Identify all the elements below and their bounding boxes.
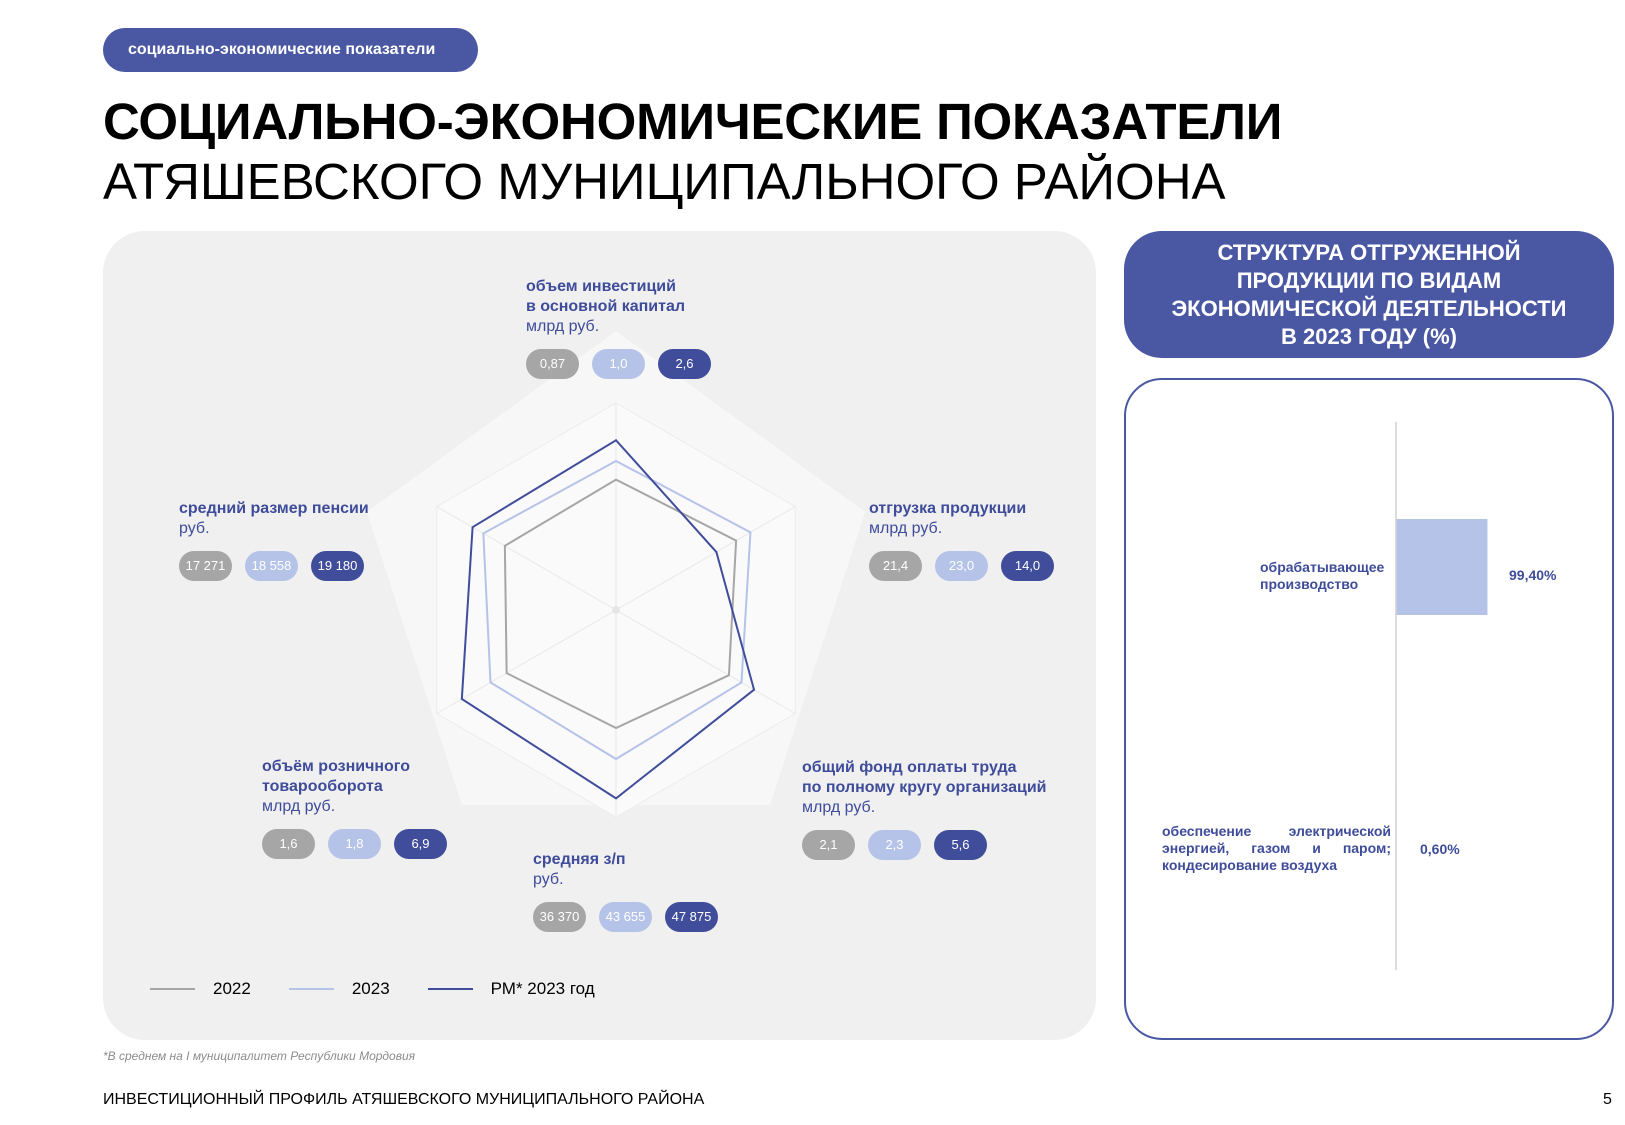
value-pill-2022: 2,1 (802, 830, 855, 860)
axis-unit: млрд руб. (526, 318, 600, 335)
legend-swatch (428, 988, 473, 990)
section-tag: социально-экономические показатели (103, 28, 478, 72)
axis-label: средняя з/п (533, 851, 626, 868)
axis-block-average-salary (533, 850, 718, 932)
value-pill-2022: 0,87 (526, 349, 579, 379)
structure-chart-box (1124, 378, 1614, 1040)
legend-swatch (150, 988, 195, 990)
value-pill-2023: 2,3 (868, 830, 921, 860)
value-pill-2023: 18 558 (245, 551, 298, 581)
page-number: 5 (1603, 1091, 1612, 1108)
bar-category-label: обеспечение электрической энергией, газом и паром; кондесирование воздуха (1162, 823, 1391, 873)
value-pill-2022: 17 271 (179, 551, 232, 581)
legend-item-2022 (150, 979, 251, 999)
axis-unit: млрд руб. (802, 799, 876, 816)
value-pill-rm: 6,9 (394, 829, 447, 859)
legend-label: 2022 (213, 979, 251, 998)
axis-block-investments (526, 277, 711, 379)
value-pill-2022: 36 370 (533, 902, 586, 932)
axis-block-retail (262, 757, 447, 859)
value-pill-2022: 21,4 (869, 551, 922, 581)
axis-unit: млрд руб. (262, 798, 336, 815)
value-pill-2023: 43 655 (599, 902, 652, 932)
axis-unit: руб. (533, 871, 564, 888)
value-pill-2023: 1,8 (328, 829, 381, 859)
axis-label: общий фонд оплаты труда по полному кругу организаций (802, 759, 1047, 796)
footer-text: ИНВЕСТИЦИОННЫЙ ПРОФИЛЬ АТЯШЕВСКОГО МУНИЦИПАЛЬНОГО РАЙОНА (103, 1091, 705, 1108)
legend-item-rm (428, 979, 595, 999)
page-subtitle: АТЯШЕВСКОГО МУНИЦИПАЛЬНОГО РАЙОНА (103, 153, 1226, 210)
legend-swatch (289, 988, 334, 990)
axis-unit: руб. (179, 520, 210, 537)
axis-label: объём розничного товарооборота (262, 758, 411, 795)
value-pill-rm: 47 875 (665, 902, 718, 932)
radar-center (612, 606, 620, 614)
bar-value-label: 99,40% (1509, 567, 1557, 583)
value-pill-2023: 1,0 (592, 349, 645, 379)
value-pill-rm: 19 180 (311, 551, 364, 581)
axis-label: объем инвестиций в основной капитал (526, 278, 686, 315)
legend-label: РМ* 2023 год (490, 979, 595, 998)
legend-item-2023 (289, 979, 390, 999)
axis-label: отгрузка продукции (869, 500, 1027, 517)
legend-label: 2023 (351, 979, 390, 998)
footnote: *В среднем на I муниципалитет Республики Мордовия (103, 1049, 416, 1063)
bar-category-label: обрабатывающее производство (1260, 559, 1385, 592)
structure-bar-chart (1126, 380, 1616, 1042)
axis-block-pension (179, 499, 369, 581)
axis-block-shipment (869, 499, 1054, 581)
bar-value-label: 0,60% (1420, 841, 1460, 857)
axis-label: средний размер пенсии (179, 500, 369, 517)
page-title: СОЦИАЛЬНО-ЭКОНОМИЧЕСКИЕ ПОКАЗАТЕЛИ (103, 93, 1283, 150)
axis-block-wage-fund (802, 758, 1047, 860)
value-pill-2022: 1,6 (262, 829, 315, 859)
value-pill-2023: 23,0 (935, 551, 988, 581)
value-pill-rm: 14,0 (1001, 551, 1054, 581)
radar-panel (103, 231, 1096, 1040)
structure-title: СТРУКТУРА ОТГРУЖЕННОЙ ПРОДУКЦИИ ПО ВИДАМ ЭКОНОМИЧЕСКОЙ ДЕЯТЕЛЬНОСТИ В 2023 ГОДУ (%) (1124, 231, 1614, 358)
value-pill-rm: 5,6 (934, 830, 987, 860)
radar-legend (150, 979, 633, 999)
axis-unit: млрд руб. (869, 520, 943, 537)
value-pill-rm: 2,6 (658, 349, 711, 379)
